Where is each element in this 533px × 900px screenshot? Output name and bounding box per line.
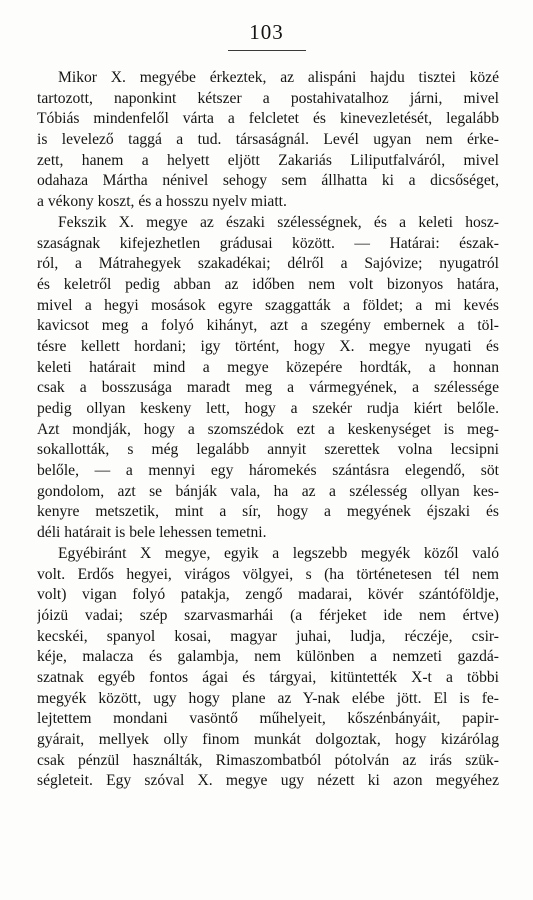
- text-line: csak a bosszusága maradt meg a vármegyének, a szélessége: [37, 379, 499, 397]
- text-line: szatnak egyéb fontos ágai és tárgyai, kitüntették X-t a többi: [37, 668, 499, 686]
- text-line: kecskéi, spanyol kosai, magyar juhai, ludja, réczéje, csir-: [37, 627, 499, 645]
- text-line: Mikor X. megyébe érkeztek, az alispáni hajdu tisztei közé: [58, 69, 499, 86]
- text-line: Fekszik X. megye az északi szélességnek, és a keleti hosz-: [58, 213, 499, 231]
- text-line: odahaza Mártha nénivel sehogy sem állhatta ki a dicsőséget,: [37, 172, 499, 190]
- text-line: Egyébiránt X megye, egyik a legszebb megyék közől való: [58, 544, 499, 562]
- text-line: sokallották, s még legalább annyit szerettek volna lecsipni: [37, 441, 499, 459]
- text-line: ségleteit. Egy szóval X. megye ugy nézett ki azon megyéhez: [37, 772, 499, 790]
- body-text: [37, 68, 499, 792]
- text-line: volt) vigan folyó patakja, zengő madarai, kövér szántóföldje,: [37, 586, 499, 604]
- text-line: a vékony koszt, és a hosszu nyelv miatt.: [37, 193, 287, 211]
- text-line: gyárait, mellyek olly finom munkát dolgoztak, hogy kizárólag: [37, 731, 499, 748]
- text-line: csak pénzül használták, Rimaszombatból pótolván az irás szük-: [37, 751, 499, 769]
- text-line: pedig ollyan keskeny lett, hogy a szekér rudja kiért belőle.: [37, 400, 499, 417]
- text-line: tartozott, naponkint kétszer a postahivatalhoz járni, mivel: [37, 89, 499, 107]
- text-line: jóizü vadai; szép szarvasmarhái (a férjeket ide nem értve): [37, 606, 499, 624]
- text-line: Azt mondják, hogy a szomszédok ezt a keskenységet is meg-: [37, 420, 499, 438]
- text-line: és keletről pedig abban az időben nem volt bizonyos határa,: [37, 275, 499, 293]
- text-line: volt. Erdős hegyei, virágos völgyei, s (ha történetesen tél nem: [37, 565, 499, 583]
- text-line: ról, a Mátrahegyek szakadékai; délről a Sajóvize; nyugatról: [37, 255, 499, 273]
- text-line: Tóbiás mindenfelől várta a felcletet és kinevezletését, legalább: [37, 110, 499, 128]
- page-number: 103: [249, 20, 284, 44]
- header-rule: [228, 50, 306, 51]
- text-line: zett, hanem a helyett eljött Zakariás Liliputfalváról, mivel: [37, 151, 499, 169]
- text-line: kavicsot meg a folyó kihányt, azt a szegény embernek a töl-: [37, 317, 499, 335]
- text-line: gondolom, azt se bánják vala, ha az a szélesség ollyan kes-: [37, 482, 499, 500]
- text-line: déli határait is bele lehessen temetni.: [37, 524, 267, 542]
- text-line: is levelező taggá a tud. társaságnál. Levél ugyan nem érke-: [37, 131, 499, 149]
- text-line: belőle, — a mennyi egy háromekés szántásra elegendő, söt: [37, 462, 499, 480]
- text-line: tésre kellett hordani; igy történt, hogy X. megye nyugati és: [37, 337, 499, 355]
- text-line: lejtettem mondani vasöntő műhelyeit, kőszénbányáit, papir-: [37, 710, 499, 728]
- text-line: kenyre metszetik, mint a sír, hogy a megyének éjszaki és: [37, 503, 499, 521]
- text-line: szaságnak kifejezhetlen grádusai között. — Határai: észak-: [37, 234, 499, 252]
- text-line: mivel a hegyi mosások egyre szaggatták a földet; a mi kevés: [37, 296, 499, 314]
- text-line: kéje, malacza és galambja, nem különben a nemzeti gazdá-: [37, 648, 499, 666]
- text-line: keleti határait mind a megye közepére hordták, a honnan: [37, 358, 499, 376]
- text-line: megyék között, ugy hogy plane az Y-nak elébe jött. El is fe-: [37, 689, 499, 707]
